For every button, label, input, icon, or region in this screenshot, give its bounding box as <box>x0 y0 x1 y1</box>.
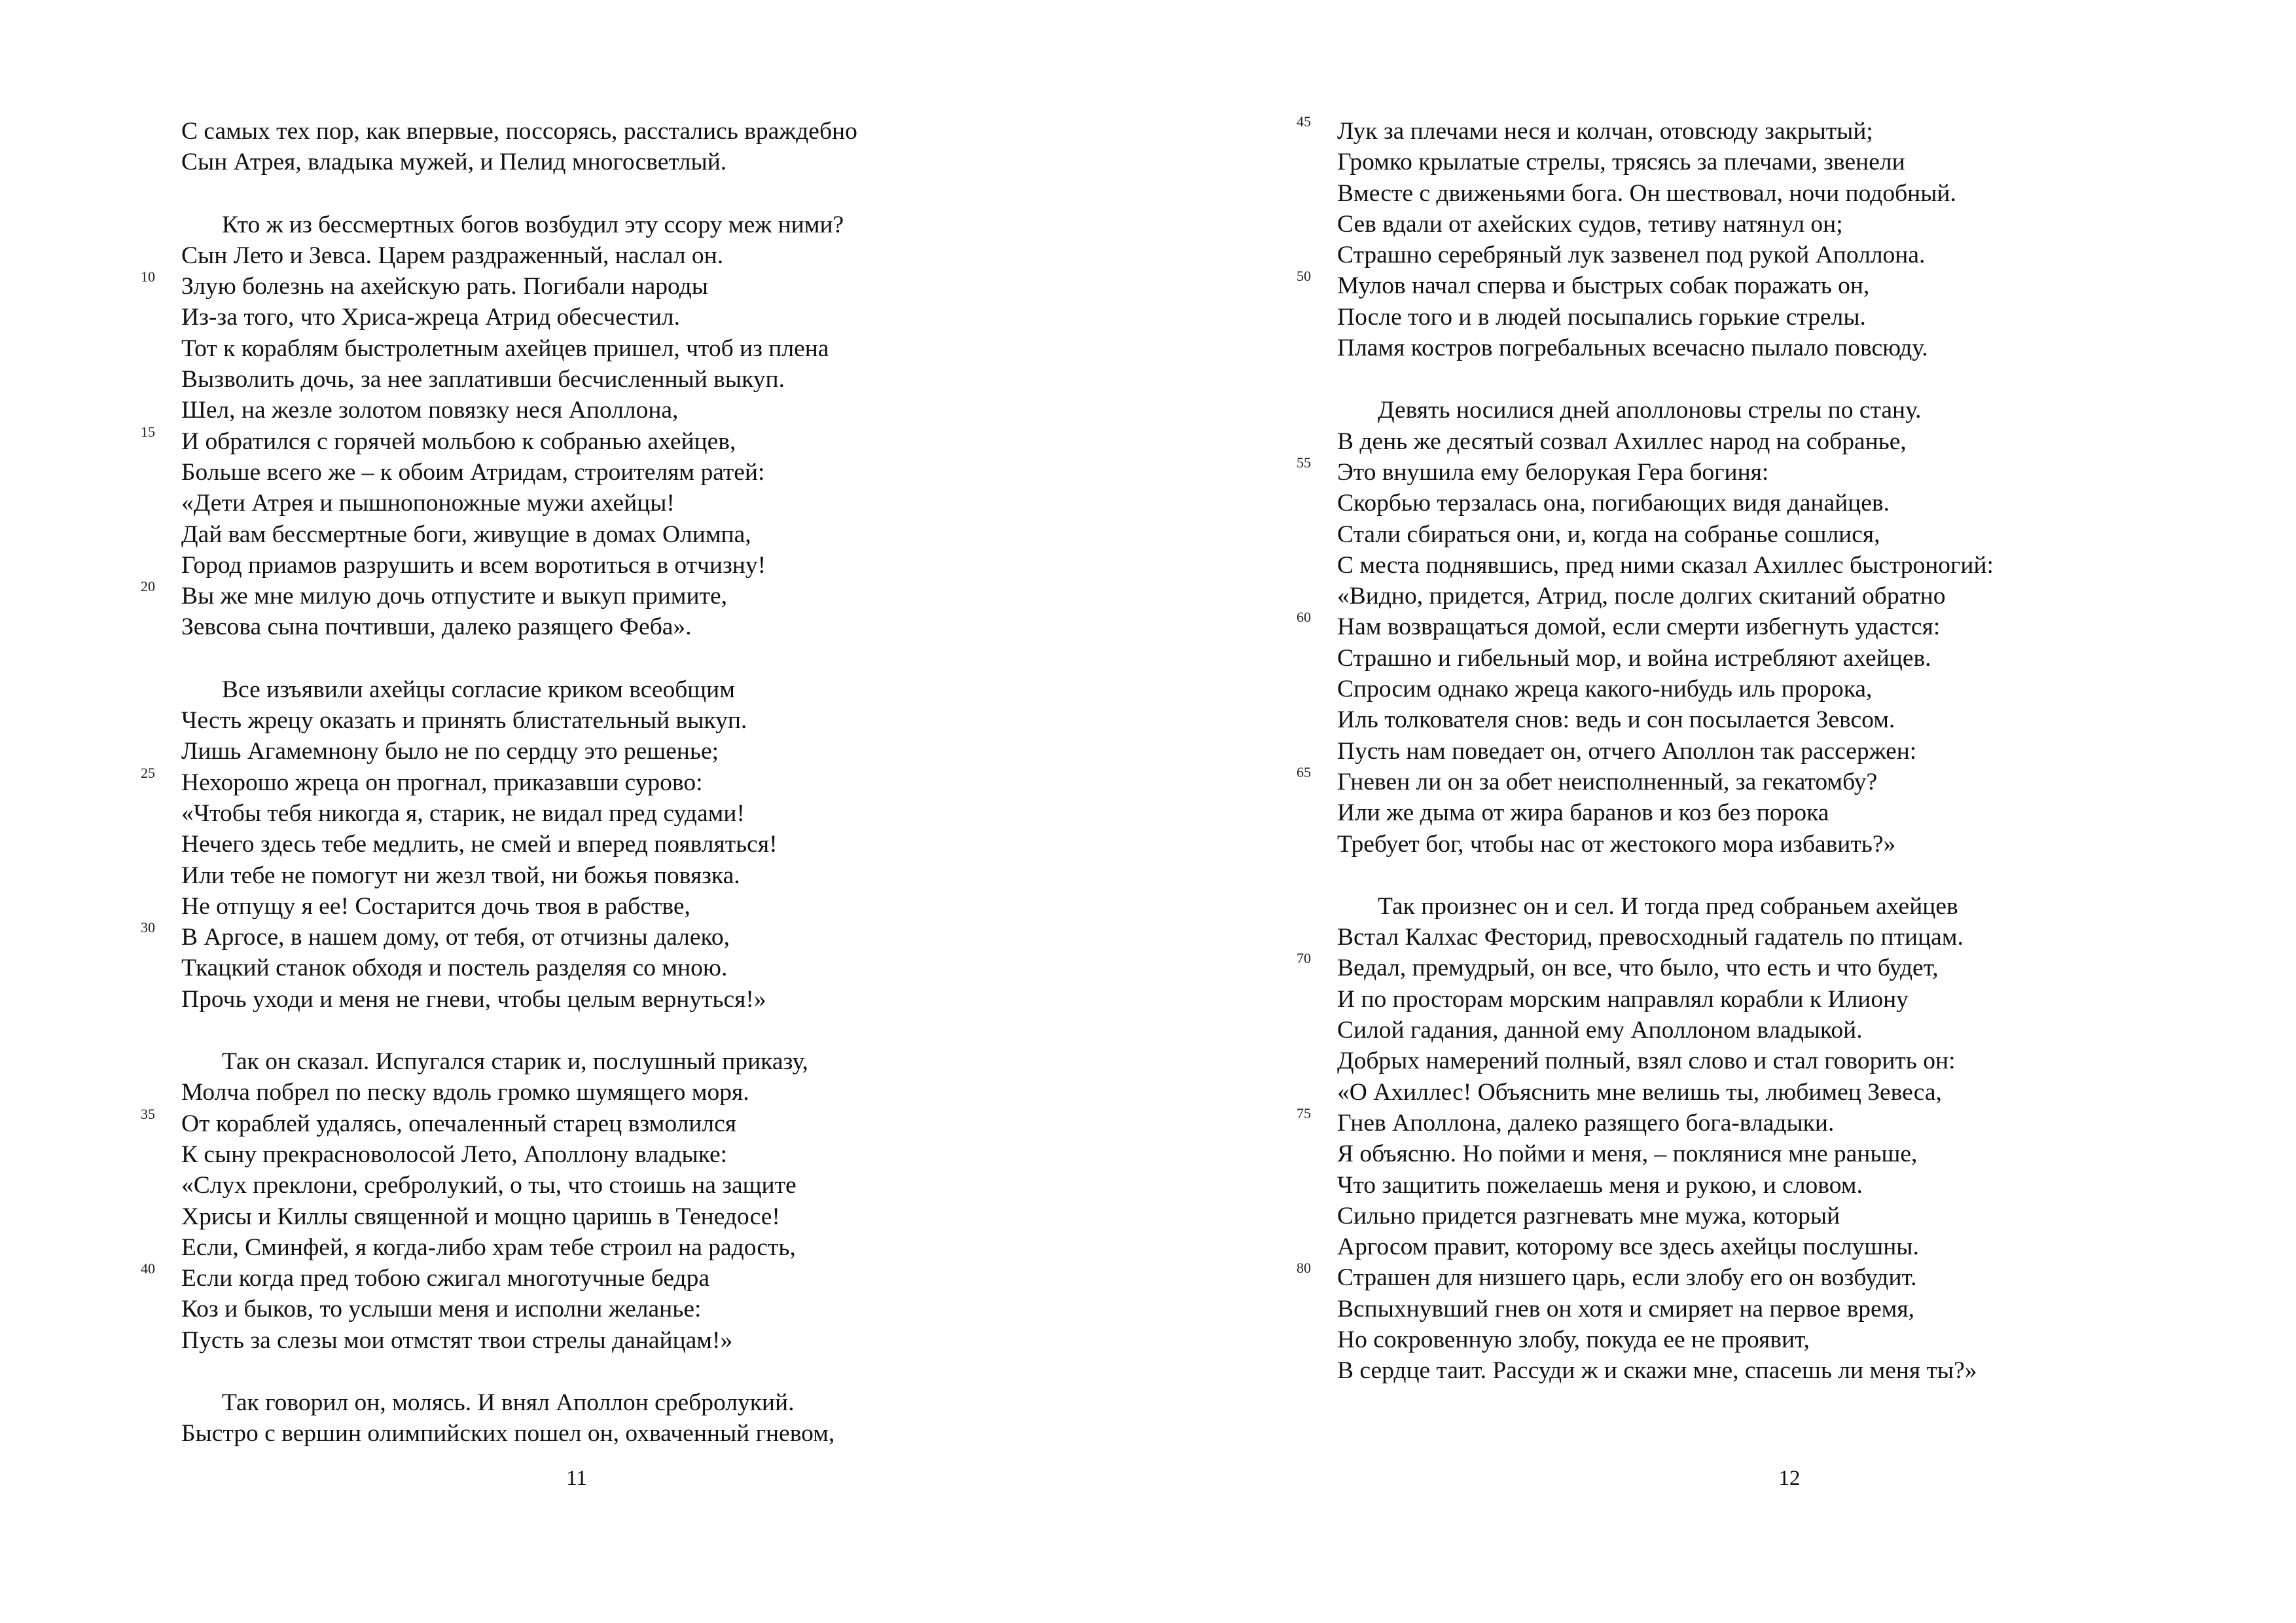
verse-text: Молча побрел по песку вдоль громко шумящего моря. <box>181 1079 749 1106</box>
verse-line <box>181 674 1032 705</box>
line-number: 65 <box>1297 763 1311 780</box>
verse-line <box>181 736 1032 767</box>
verse-text: Нехорошо жреца он прогнал, приказавши сурово: <box>181 769 703 796</box>
line-number: 75 <box>1297 1104 1311 1122</box>
verse-line <box>1297 268 2188 301</box>
verse-text: «Дети Атрея и пышнопоножные мужи ахейцы! <box>181 490 675 517</box>
verse-line <box>181 1139 1032 1170</box>
verse-line <box>1337 1170 2188 1201</box>
right-verse-column <box>1297 113 2188 1387</box>
verse-text: Ткацкий станок обходя и постель разделяя со мною. <box>181 955 728 982</box>
verse-text: Сын Атрея, владыка мужей, и Пелид многосветлый. <box>181 149 727 176</box>
verse-text: Но сокровенную злобу, покуда ее не проявит, <box>1337 1326 1810 1353</box>
line-number: 60 <box>1297 609 1311 626</box>
verse-line <box>181 1325 1032 1356</box>
verse-line <box>1297 1260 2188 1293</box>
verse-text: Шел, на жезле золотом повязку неся Аполлона, <box>181 397 679 424</box>
verse-line <box>1337 1015 2188 1046</box>
stanza <box>1297 891 2188 1387</box>
verse-text: Так он сказал. Испугался старик и, послушный приказу, <box>222 1048 808 1076</box>
left-verse-column <box>141 116 1032 1450</box>
verse-line <box>181 1201 1032 1232</box>
verse-text: В Аргосе, в нашем дому, от тебя, от отчизны далеко, <box>181 924 730 951</box>
line-number: 50 <box>1297 268 1311 285</box>
verse-text: Вспыхнувший гнев он хотя и смиряет на первое время, <box>1337 1295 1915 1322</box>
verse-text: «Чтобы тебя никогда я, старик, не видал пред судами! <box>181 799 745 827</box>
verse-line <box>1337 674 2188 704</box>
verse-line <box>181 302 1032 333</box>
verse-line <box>181 1418 1032 1449</box>
verse-text: Тот к кораблям быстролетным ахейцев пришел, чтоб из плена <box>181 335 829 362</box>
verse-line <box>1337 1324 2188 1355</box>
verse-text: «Слух преклони, сребролукий, о ты, что стоишь на защите <box>181 1172 797 1199</box>
verse-line <box>1337 1201 2188 1231</box>
verse-text: Не отпущу я ее! Состарится дочь твоя в рабстве, <box>181 892 691 920</box>
verse-text: Сын Лето и Зевса. Царем раздраженный, наслал он. <box>181 242 724 269</box>
verse-text: Город приамов разрушить и всем воротиться в отчизну! <box>181 551 766 579</box>
verse-text: Гнев Аполлона, далеко разящего бога-владыки. <box>1337 1109 1835 1137</box>
verse-text: Громко крылатые стрелы, трясясь за плечами, звенели <box>1337 149 1905 176</box>
verse-line <box>1337 147 2188 177</box>
verse-text: Вместе с движеньями бога. Он шествовал, ночи подобный. <box>1337 179 1956 207</box>
verse-line <box>141 423 1032 457</box>
verse-line <box>181 147 1032 177</box>
verse-line <box>1297 1104 2188 1139</box>
line-number: 45 <box>1297 113 1311 130</box>
verse-text: Скорбью терзалась она, погибающих видя данайцев. <box>1337 490 1890 517</box>
verse-line <box>141 578 1032 611</box>
verse-line <box>181 891 1032 922</box>
stanza <box>141 674 1032 1015</box>
verse-text: После того и в людей посыпались горькие стрелы. <box>1337 303 1866 331</box>
verse-text: Нам возвращаться домой, если смерти избегнуть удастся: <box>1337 613 1941 641</box>
verse-line <box>1337 581 2188 611</box>
stanza <box>1297 395 2188 859</box>
verse-text: И по просторам морским направлял корабли к Илиону <box>1337 985 1909 1013</box>
verse-text: Аргосом правит, которому все здесь ахейцы послушны. <box>1337 1233 1919 1261</box>
verse-text: Или тебе не помогут ни жезл твой, ни божья повязка. <box>181 862 740 889</box>
stanza <box>1297 113 2188 363</box>
verse-line <box>1337 1077 2188 1108</box>
verse-text: Силой гадания, данной ему Аполлоном владыкой. <box>1337 1017 1863 1044</box>
verse-line <box>181 705 1032 736</box>
verse-text: Вы же мне милую дочь отпустите и выкуп примите, <box>181 583 727 610</box>
verse-line <box>1337 488 2188 519</box>
verse-line <box>141 268 1032 302</box>
verse-line <box>181 798 1032 829</box>
verse-line <box>181 210 1032 240</box>
verse-line <box>1337 1046 2188 1076</box>
right-page <box>1148 0 2296 1623</box>
verse-line <box>1337 736 2188 767</box>
verse-line <box>181 1170 1032 1201</box>
verse-text: Я объясню. Но пойми и меня, – поклянися мне раньше, <box>1337 1140 1918 1168</box>
stanza <box>181 1387 1032 1450</box>
verse-text: Злую болезнь на ахейскую рать. Погибали народы <box>181 273 708 301</box>
verse-line <box>1337 1231 2188 1262</box>
verse-text: Хрисы и Киллы священной и мощно царишь в Тенедосе! <box>181 1203 780 1230</box>
line-number: 20 <box>141 578 155 595</box>
line-number: 80 <box>1297 1260 1311 1277</box>
verse-line <box>1337 704 2188 735</box>
verse-line <box>1297 454 2188 488</box>
verse-line <box>1337 829 2188 860</box>
verse-text: Кто ж из бессмертных богов возбудил эту ссору меж ними? <box>222 211 844 238</box>
verse-line <box>181 116 1032 147</box>
verse-text: «Видно, придется, Атрид, после долгих скитаний обратно <box>1337 583 1946 610</box>
verse-line <box>181 1077 1032 1108</box>
verse-text: Так говорил он, молясь. И внял Аполлон сребролукий. <box>222 1389 795 1416</box>
verse-line <box>181 457 1032 488</box>
verse-line <box>181 1387 1032 1418</box>
verse-text: Ведал, премудрый, он все, что было, что есть и что будет, <box>1337 955 1939 982</box>
verse-line <box>141 764 1032 798</box>
verse-text: «О Ахиллес! Объяснить мне велишь ты, любимец Зевеса, <box>1337 1078 1942 1106</box>
verse-text: Лук за плечами неся и колчан, отовсюду закрытый; <box>1337 118 1873 145</box>
verse-text: В сердце таит. Рассуди ж и скажи мне, спасешь ли меня ты?» <box>1337 1357 1977 1385</box>
verse-text: Страшен для низшего царь, если злобу его он возбудит. <box>1337 1264 1917 1292</box>
verse-line <box>181 240 1032 271</box>
verse-text: Встал Калхас Фесторид, превосходный гадатель по птицам. <box>1337 924 1964 951</box>
verse-line <box>181 519 1032 550</box>
verse-line <box>1297 113 2188 147</box>
verse-text: Требует бог, чтобы нас от жестокого мора избавить?» <box>1337 830 1896 858</box>
verse-text: Или же дыма от жира баранов и коз без порока <box>1337 799 1829 827</box>
verse-line <box>181 488 1032 519</box>
verse-text: Вызволить дочь, за нее заплативши бесчисленный выкуп. <box>181 366 785 393</box>
verse-text: Из-за того, что Хриса-жреца Атрид обесчестил. <box>181 304 680 331</box>
verse-text: Нечего здесь тебе медлить, не смей и вперед появляться! <box>181 831 778 858</box>
line-number: 15 <box>141 423 155 440</box>
stanza <box>181 116 1032 178</box>
verse-text: Лишь Агамемнону было не по сердцу это решенье; <box>181 738 719 765</box>
line-number: 35 <box>141 1105 155 1122</box>
verse-line <box>1337 984 2188 1015</box>
verse-line <box>1337 891 2188 922</box>
verse-text: Девять носилися дней аполлоновы стрелы по стану. <box>1378 397 1922 424</box>
verse-line <box>1337 240 2188 270</box>
verse-text: Сильно придется разгневать мне мужа, который <box>1337 1202 1840 1230</box>
line-number: 10 <box>141 268 155 285</box>
verse-line <box>1337 426 2188 457</box>
verse-line <box>181 1294 1032 1324</box>
verse-line <box>1297 763 2188 797</box>
verse-text: Гневен ли он за обет неисполненный, за гекатомбу? <box>1337 768 1878 795</box>
verse-line <box>1337 302 2188 333</box>
line-number: 30 <box>141 919 155 936</box>
stanza <box>141 1046 1032 1356</box>
line-number: 40 <box>141 1260 155 1277</box>
verse-line <box>181 1046 1032 1077</box>
verse-text: Зевсова сына почтивши, далеко разящего Феба». <box>181 613 692 641</box>
verse-line <box>141 919 1032 953</box>
verse-text: Что защитить пожелаешь меня и рукою, и словом. <box>1337 1171 1863 1199</box>
verse-line <box>1337 209 2188 240</box>
right-page-number: 12 <box>1778 1467 1801 1490</box>
line-number: 25 <box>141 764 155 781</box>
verse-text: Честь жрецу оказать и принять блистательный выкуп. <box>181 707 747 735</box>
verse-text: С самых тех пор, как впервые, поссорясь, расстались враждебно <box>181 118 857 145</box>
verse-line <box>1337 797 2188 828</box>
verse-line <box>181 395 1032 426</box>
verse-line <box>181 1232 1032 1263</box>
verse-text: Спросим однако жреца какого-нибудь иль пророка, <box>1337 676 1873 703</box>
verse-text: Дай вам бессмертные боги, живущие в домах Олимпа, <box>181 520 751 548</box>
verse-line <box>1337 643 2188 674</box>
verse-text: Страшно и гибельный мор, и война истребляют ахейцев. <box>1337 644 1931 672</box>
verse-text: Сев вдали от ахейских судов, тетиву натянул он; <box>1337 210 1843 238</box>
verse-line <box>181 364 1032 395</box>
verse-line <box>181 829 1032 860</box>
verse-text: Больше всего же – к обоим Атридам, строителям ратей: <box>181 458 765 486</box>
verse-text: Пламя костров погребальных всечасно пылало повсюду. <box>1337 335 1928 362</box>
verse-text: К сыну прекрасноволосой Лето, Аполлону владыке: <box>181 1140 728 1168</box>
verse-line <box>1337 1355 2188 1386</box>
verse-text: Если, Сминфей, я когда-либо храм тебе строил на радость, <box>181 1233 796 1261</box>
verse-line <box>181 984 1032 1015</box>
verse-line <box>1337 1139 2188 1169</box>
left-page-number: 11 <box>566 1467 587 1490</box>
verse-line <box>1337 1294 2188 1324</box>
verse-text: Пусть нам поведает он, отчего Аполлон так рассержен: <box>1337 737 1917 765</box>
verse-text: Быстро с вершин олимпийских пошел он, охваченный гневом, <box>181 1420 835 1448</box>
line-number: 55 <box>1297 454 1311 471</box>
verse-text: В день же десятый созвал Ахиллес народ на собранье, <box>1337 428 1907 455</box>
verse-text: Иль толкователя снов: ведь и сон посылается Зевсом. <box>1337 706 1895 734</box>
verse-text: Страшно серебряный лук зазвенел под рукой Аполлона. <box>1337 242 1926 269</box>
verse-text: Стали сбираться они, и, когда на собранье сошлися, <box>1337 520 1880 548</box>
verse-line <box>1337 922 2188 953</box>
verse-line <box>181 611 1032 642</box>
verse-text: Добрых намерений полный, взял слово и стал говорить он: <box>1337 1048 1956 1075</box>
verse-line <box>181 333 1032 364</box>
verse-line <box>181 953 1032 983</box>
verse-line <box>141 1105 1032 1139</box>
verse-line <box>1297 609 2188 642</box>
verse-text: Прочь уходи и меня не гневи, чтобы целым вернуться!» <box>181 985 766 1013</box>
verse-text: Все изъявили ахейцы согласие криком всеобщим <box>222 676 735 703</box>
verse-text: Мулов начал сперва и быстрых собак поражать он, <box>1337 272 1870 300</box>
verse-text: С места поднявшись, пред ними сказал Ахиллес быстроногий: <box>1337 551 1994 579</box>
line-number: 70 <box>1297 950 1311 967</box>
verse-text: Если когда пред тобою сжигал многотучные бедра <box>181 1265 709 1292</box>
verse-line <box>1337 395 2188 426</box>
verse-text: Пусть за слезы мои отмстят твои стрелы данайцам!» <box>181 1326 733 1354</box>
verse-line <box>1337 550 2188 581</box>
verse-line <box>141 1260 1032 1294</box>
verse-text: От кораблей удалясь, опечаленный старец взмолился <box>181 1110 736 1137</box>
verse-text: И обратился с горячей мольбою к собранью ахейцев, <box>181 428 736 455</box>
verse-text: Коз и быков, то услыши меня и исполни желанье: <box>181 1296 702 1323</box>
verse-line <box>1337 178 2188 209</box>
verse-line <box>1337 519 2188 550</box>
verse-line <box>1297 950 2188 983</box>
stanza <box>141 210 1032 643</box>
verse-line <box>1337 333 2188 363</box>
verse-text: Так произнес он и сел. И тогда пред собраньем ахейцев <box>1378 892 1958 920</box>
verse-text: Это внушила ему белорукая Гера богиня: <box>1337 458 1769 486</box>
verse-line <box>181 550 1032 581</box>
verse-line <box>181 860 1032 891</box>
